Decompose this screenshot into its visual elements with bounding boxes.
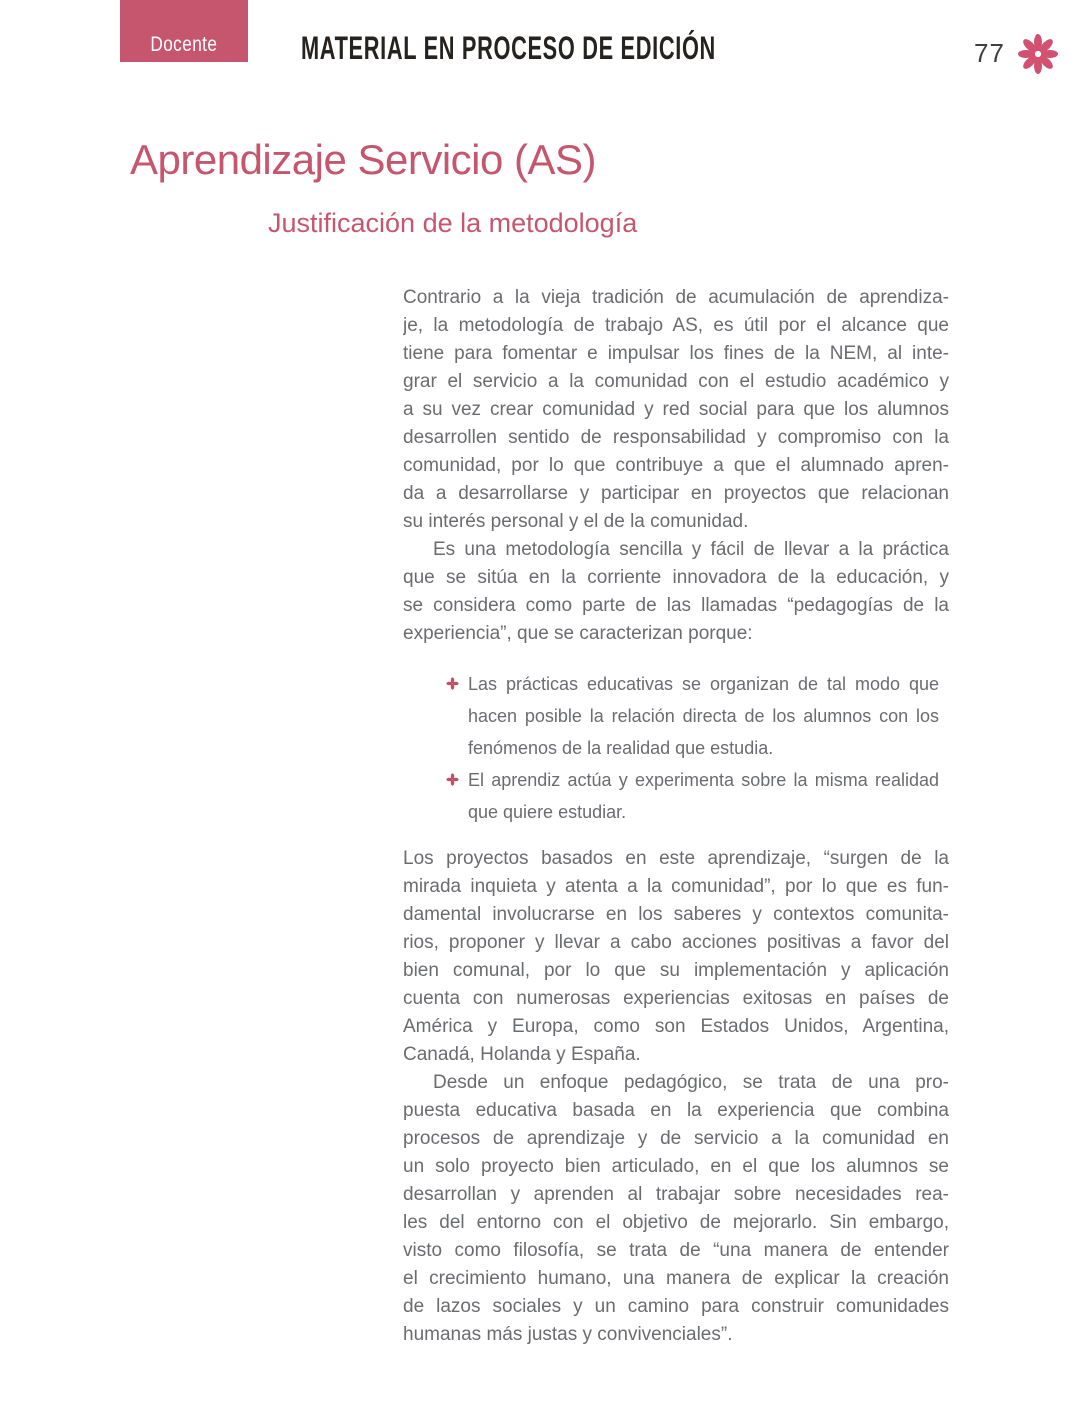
edition-notice-heading: MATERIAL EN PROCESO DE EDICIÓN (301, 30, 716, 66)
paragraph-line: procesos de aprendizaje y de servicio a la comunidad en (403, 1128, 949, 1149)
paragraph-line: que se sitúa en la corriente innovadora de la educación, y (403, 567, 949, 588)
paragraph-line: el crecimiento humano, una manera de explicar la creación (403, 1268, 949, 1289)
page-meta (974, 30, 1060, 76)
paragraph-line: humanas más justas y convivenciales”. (403, 1324, 733, 1345)
paragraph-line: Los proyectos basados en este aprendizaje, “surgen de la (403, 848, 949, 869)
paragraph-line: se considera como parte de las llamadas “pedagogías de la (403, 595, 949, 616)
paragraph-line: damental involucrarse en los saberes y contextos comunita- (403, 904, 949, 925)
paragraph (403, 1069, 949, 1349)
article-title: Aprendizaje Servicio (AS) (130, 136, 597, 183)
paragraph-line: da a desarrollarse y participar en proyectos que relacionan (403, 483, 949, 504)
docente-tab (120, 0, 248, 62)
bullet-item (403, 764, 939, 828)
paragraph-line: su interés personal y el de la comunidad. (403, 511, 749, 532)
four-petal-bullet-icon (446, 677, 459, 690)
bullet-item (403, 668, 939, 764)
bullet-line: El aprendiz actúa y experimenta sobre la misma realidad (468, 770, 939, 790)
paragraph-line: América y Europa, como son Estados Unidos, Argentina, (403, 1016, 949, 1037)
paragraph-line: desarrollan y aprenden al trabajar sobre necesidades rea- (403, 1184, 949, 1205)
paragraph (403, 845, 949, 1069)
paragraph-line: Es una metodología sencilla y fácil de llevar a la práctica (433, 539, 949, 560)
paragraph-line: cuenta con numerosas experiencias exitosas en países de (403, 988, 949, 1009)
paragraph-line: je, la metodología de trabajo AS, es útil por el alcance que (403, 315, 949, 336)
bullet-line: hacen posible la relación directa de los alumnos con los (468, 706, 939, 726)
paragraph-line: visto como filosofía, se trata de “una manera de entender (403, 1240, 949, 1261)
paragraph-line: grar el servicio a la comunidad con el estudio académico y (403, 371, 949, 392)
paragraph-line: un solo proyecto bien articulado, en el que los alumnos se (403, 1156, 949, 1177)
paragraph-line: tiene para fomentar e impulsar los fines de la NEM, al inte- (403, 343, 949, 364)
paragraph-line: desarrollen sentido de responsabilidad y compromiso con la (403, 427, 949, 448)
paragraph-line: Contrario a la vieja tradición de acumulación de aprendiza- (403, 287, 949, 308)
docente-tab-label: Docente (150, 33, 218, 56)
paragraph-line: mirada inquieta y atenta a la comunidad”, por lo que es fun- (403, 876, 949, 897)
four-petal-bullet-icon (446, 773, 459, 786)
paragraph-line: bien comunal, por lo que su implementación y aplicación (403, 960, 949, 981)
paragraph-line: comunidad, por lo que contribuye a que el alumnado apren- (403, 455, 949, 476)
article-subtitle: Justificación de la metodología (268, 208, 638, 238)
page-number: 77 (974, 37, 1005, 68)
paragraph-line: a su vez crear comunidad y red social para que los alumnos (403, 399, 949, 420)
paragraph-line: Desde un enfoque pedagógico, se trata de una pro- (433, 1072, 949, 1093)
flower-asterisk-icon (1016, 30, 1060, 76)
bullet-line: fenómenos de la realidad que estudia. (468, 738, 774, 758)
bullet-line: Las prácticas educativas se organizan de tal modo que (468, 674, 939, 694)
paragraph (403, 536, 949, 648)
paragraph-line: puesta educativa basada en la experiencia que combina (403, 1100, 949, 1121)
article-body (403, 284, 949, 1349)
bullet-list (403, 668, 949, 828)
paragraph (403, 284, 949, 536)
bullet-line: que quiere estudiar. (468, 802, 627, 822)
bullet-text (468, 668, 939, 764)
paragraph-line: Canadá, Holanda y España. (403, 1044, 641, 1065)
paragraph-line: les del entorno con el objetivo de mejorarlo. Sin embargo, (403, 1212, 949, 1233)
paragraph-line: rios, proponer y llevar a cabo acciones positivas a favor del (403, 932, 949, 953)
paragraph-line: experiencia”, que se caracterizan porque: (403, 623, 753, 644)
paragraph-line: de lazos sociales y un camino para construir comunidades (403, 1296, 949, 1317)
bullet-text (468, 764, 939, 828)
